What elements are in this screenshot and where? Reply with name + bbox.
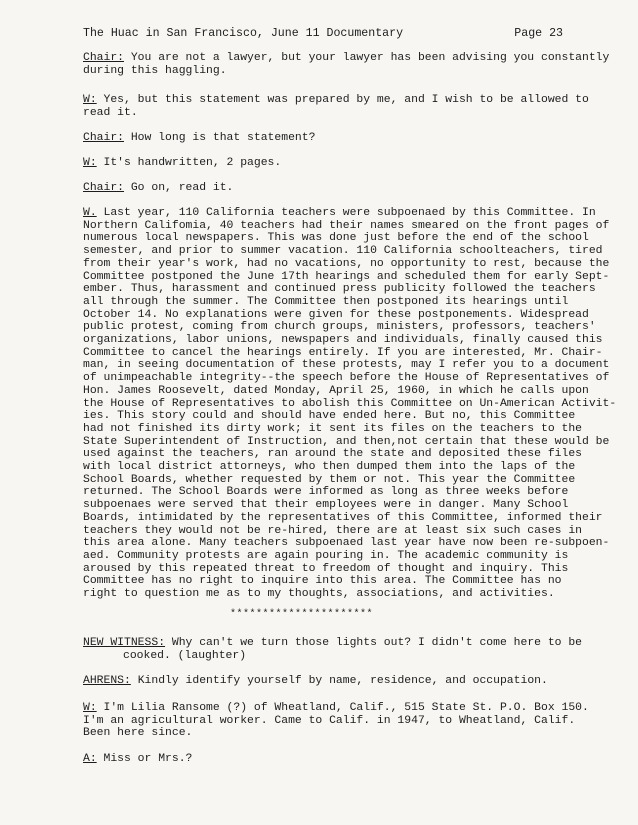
transcript-line: ember. Thus, harassment and continued press publicity followed the teachers xyxy=(83,283,596,296)
page-number: Page 23 xyxy=(514,27,563,40)
transcript-line: Kindly identify yourself by name, residence, and occupation. xyxy=(130,675,548,687)
transcript-line: this area alone. Many teachers subpoenaed last year have now been re-subpoen- xyxy=(83,537,610,550)
transcript-line: Miss or Mrs.? xyxy=(96,753,193,765)
transcript-line: State Superintendent of Instruction, and then,not certain that these would be xyxy=(83,435,610,448)
transcript-line: Last year, 110 California teachers were subpoenaed by this Committee. In xyxy=(96,207,596,219)
transcript-paragraph xyxy=(83,132,573,145)
transcript-line: Been here since. xyxy=(83,727,193,740)
transcript-line: It's handwritten, 2 pages. xyxy=(96,157,282,169)
transcript-line: You are not a lawyer, but your lawyer has been advising you constantly xyxy=(124,52,610,64)
transcript-line: cooked. (laughter) xyxy=(123,649,247,662)
speaker-label: Chair: xyxy=(83,132,125,144)
transcript-line: I'm an agricultural worker. Came to Calif. in 1947, to Wheatland, Calif. xyxy=(83,714,576,727)
speaker-label: AHRENS: xyxy=(83,675,131,687)
transcript-paragraph xyxy=(83,182,573,195)
transcript-line: public protest, coming from church groups, ministers, professors, teachers' xyxy=(83,321,596,334)
transcript-line: during this haggling. xyxy=(83,64,227,77)
transcript-line: all through the summer. The Committee then postponed its hearings until xyxy=(83,295,569,308)
transcript-line: used against the teachers, ran around the state and deposited these files xyxy=(83,448,582,461)
transcript-line: Go on, read it. xyxy=(124,182,234,194)
speaker-label: Chair: xyxy=(83,52,125,64)
transcript-line: Hon. James Roosevelt, dated Monday, April 25, 1960, in which he calls upon xyxy=(83,384,589,397)
speaker-label: W: xyxy=(83,702,97,714)
transcript-line: had not finished its dirty work; it sent its files on the teachers to the xyxy=(83,422,582,435)
transcript-line: Why can't we turn those lights out? I didn't come here to be xyxy=(165,637,582,649)
transcript-line: ies. This story could and should have ended here. But no, this Committee xyxy=(83,410,576,423)
speaker-label: Chair: xyxy=(83,182,125,194)
speaker-label: W: xyxy=(83,157,97,169)
transcript-line: aroused by this repeated threat to freedom of thought and inquiry. This xyxy=(83,562,569,575)
transcript-line: from their year's work, had no vacations, no opportunity to rest, because the xyxy=(83,257,610,270)
witness-statement xyxy=(83,207,617,601)
transcript-line: How long is that statement? xyxy=(124,132,316,144)
transcript-line: Northern Califomia, 40 teachers had their names smeared on the front pages of xyxy=(83,219,610,232)
transcript-line: Yes, but this statement was prepared by me, and I wish to be allowed to xyxy=(96,94,589,106)
transcript-line: Committee to cancel the hearings entirely. If you are interested, Mr. Chair- xyxy=(83,346,603,359)
transcript-line: the House of Representatives to abolish this Committee on Un-American Activit- xyxy=(83,397,617,410)
transcript-line: subpoenaes were served that their employees were in danger. Many School xyxy=(83,499,569,512)
transcript-line: aed. Community protests are again pouring in. The academic community is xyxy=(83,549,569,562)
transcript-paragraph xyxy=(83,675,573,688)
transcript-paragraph xyxy=(83,753,573,766)
transcript-line: Boards, intimidated by the representatives of this Committee, informed their xyxy=(83,511,603,524)
speaker-label: W: xyxy=(83,94,97,106)
transcript-line: numerous local newspapers. This was done just before the end of the school xyxy=(83,232,589,245)
transcript-line: read it. xyxy=(83,106,138,119)
transcript-paragraph xyxy=(83,52,610,77)
transcript-line: Committee has no right to inquire into this area. The Committee has no xyxy=(83,575,562,588)
transcript-paragraph xyxy=(83,702,589,740)
transcript-line: October 14. No explanations were given for these postponements. Widespread xyxy=(83,308,589,321)
transcript-line: returned. The School Boards were informed as long as three weeks before xyxy=(83,486,569,499)
transcript-line: semester, and prior to summer vacation. 110 California schoolteachers, tired xyxy=(83,245,603,258)
section-separator: ********************** xyxy=(230,609,374,620)
transcript-line: right to question me as to my thoughts, associations, and activities. xyxy=(83,588,555,601)
transcript-paragraph xyxy=(83,157,573,170)
transcript-paragraph xyxy=(83,637,582,662)
page-header xyxy=(83,27,563,40)
transcript-line: of unimpeachable integrity--the speech before the House of Representatives of xyxy=(83,372,610,385)
document-title: The Huac in San Francisco, June 11 Documentary xyxy=(83,27,404,40)
transcript-line: I'm Lilia Ransome (?) of Wheatland, Calif., 515 State St. P.O. Box 150. xyxy=(96,702,589,714)
speaker-label: NEW WITNESS: xyxy=(83,637,166,649)
speaker-label: A: xyxy=(83,753,97,765)
transcript-line: School Boards, whether requested by them or not. This year the Committee xyxy=(83,473,576,486)
transcript-line: Committee postponed the June 17th hearings and scheduled them for early Sept- xyxy=(83,270,610,283)
speaker-label: W. xyxy=(83,207,97,219)
transcript-line: teachers they would not be re-hired, there are at least six such cases in xyxy=(83,524,582,537)
transcript-paragraph xyxy=(83,94,589,119)
transcript-line: man, in seeing documentation of these protests, may I refer you to a document xyxy=(83,359,610,372)
transcript-line: with local district attorneys, who then dumped them into the laps of the xyxy=(83,461,576,474)
transcript-line: organizations, labor unions, newspapers and individuals, finally caused this xyxy=(83,334,603,347)
